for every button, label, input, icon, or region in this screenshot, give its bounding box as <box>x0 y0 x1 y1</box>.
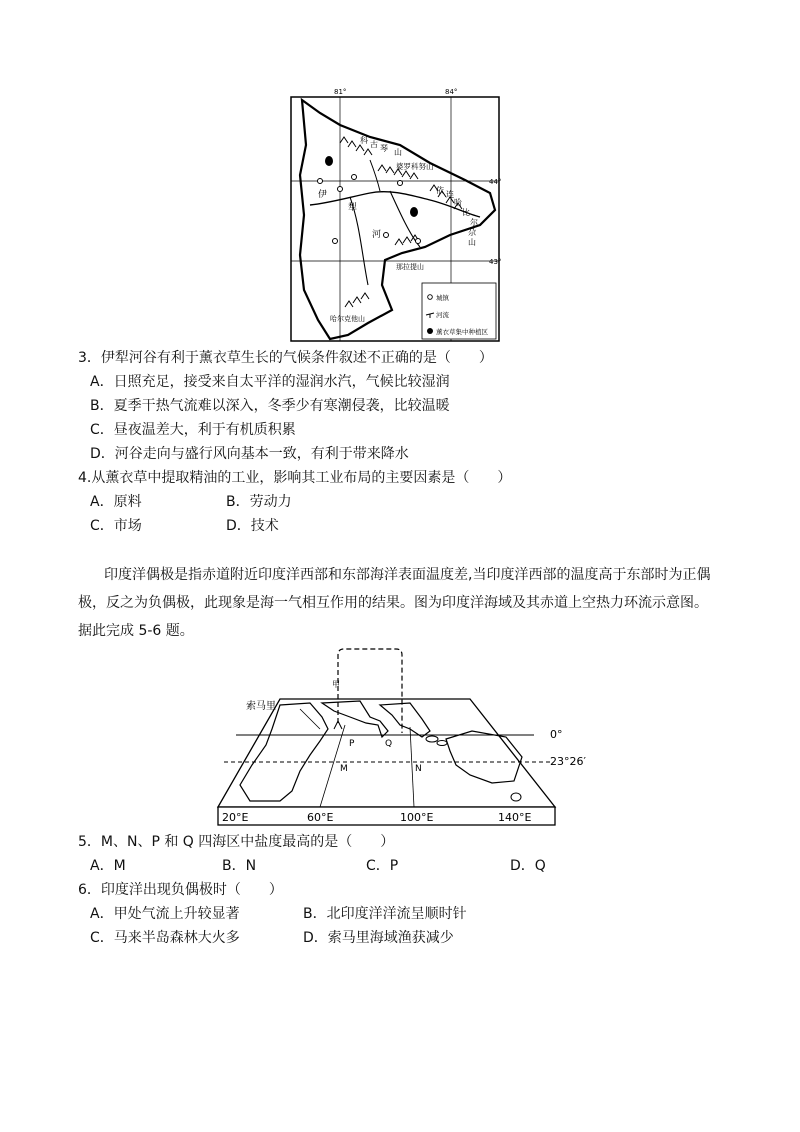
jia-label: 甲 <box>332 680 340 689</box>
q5-option-c: C．P <box>366 858 399 874</box>
somalia-label: 索马里 <box>246 701 276 712</box>
legend-town-icon <box>428 295 433 300</box>
legend-town-label: 城镇 <box>436 294 449 302</box>
island-2 <box>437 741 447 746</box>
indian-ocean-svg <box>210 645 590 830</box>
q3-option-d: D．河谷走向与盛行风向基本一致，有利于带来降水 <box>90 446 409 462</box>
q5-option-a: A．M <box>90 858 126 874</box>
q3-option-c: C．昼夜温差大，利于有机质积累 <box>90 422 296 438</box>
q4-option-b: B．劳动力 <box>226 494 292 510</box>
keguqin-char-1: 科 <box>360 136 368 145</box>
point-m: M <box>340 764 348 774</box>
poluokenu-label: 婆罗科努山 <box>396 162 434 171</box>
q4-option-a: A．原料 <box>90 494 142 510</box>
q5-stem: 5．M、N、P 和 Q 四海区中盐度最高的是（ ） <box>78 834 395 850</box>
lon-140e: 140°E <box>498 811 532 824</box>
keguqin-char-4: 山 <box>394 148 402 157</box>
q3-option-b: B．夏季干热气流难以深入，冬季少有寒潮侵袭，比较温暖 <box>90 398 450 414</box>
point-n: N <box>415 764 422 774</box>
q4-stem: 4.从薰衣草中提取精油的工业，影响其工业布局的主要因素是（ ） <box>78 470 512 486</box>
lon-20e: 20°E <box>222 811 249 824</box>
river-char-he: 河 <box>372 230 382 240</box>
q5-option-d: D．Q <box>510 858 546 874</box>
yilian-char-3: 哈 <box>454 198 462 207</box>
equator-label: 0° <box>550 728 563 741</box>
keguqin-char-3: 琴 <box>380 144 388 153</box>
lat-44: 44° <box>489 178 502 186</box>
passage-line-2: 极，反之为负偶极，此现象是海一气相互作用的结果。图为印度洋海域及其赤道上空热力环流示意图。 <box>78 595 708 611</box>
lon-81: 81° <box>334 88 347 96</box>
q5-option-b: B．N <box>222 858 257 874</box>
legend-lavender-icon <box>427 328 433 334</box>
yili-valley-map <box>290 85 500 343</box>
q6-option-c: C．马来半岛森林大火多 <box>90 930 240 946</box>
q3-option-a: A．日照充足，接受来自太平洋的湿润水汽，气候比较湿润 <box>90 374 450 390</box>
tropic-label: 23°26′ <box>550 755 586 768</box>
q6-option-b: B．北印度洋洋流呈顺时针 <box>303 906 467 922</box>
africa <box>240 703 328 801</box>
passage-line-1: 印度洋偶极是指赤道附近印度洋西部和东部海洋表面温度差,当印度洋西部的温度高于东部时为正偶 <box>104 567 711 583</box>
q6-option-d: D．索马里海域渔获减少 <box>303 930 454 946</box>
map-legend <box>422 283 496 339</box>
lon-60e: 60°E <box>307 811 334 824</box>
lon-84: 84° <box>445 88 458 96</box>
q4-option-c: C．市场 <box>90 518 142 534</box>
passage-line-3: 据此完成 5-6 题。 <box>78 623 194 639</box>
q3-stem: 3．伊犁河谷有利于薰衣草生长的气候条件叙述不正确的是（ ） <box>78 350 493 366</box>
yilian-char-2: 连 <box>446 190 454 199</box>
point-p: P <box>349 739 355 749</box>
arabia-india <box>322 701 388 737</box>
legend-river-label: 河流 <box>436 311 449 319</box>
tasmania <box>511 793 521 801</box>
q6-stem: 6．印度洋出现负偶极时（ ） <box>78 882 283 898</box>
q6-option-a: A．甲处气流上升较显著 <box>90 906 240 922</box>
circulation-loop <box>338 649 402 733</box>
indian-ocean-map <box>210 645 590 830</box>
australia <box>446 731 522 783</box>
yilian-char-5: 尔 <box>470 218 478 227</box>
meridian-100e <box>410 727 414 807</box>
haerketa-label: 哈尔克他山 <box>330 315 365 323</box>
yilian-char-6: 尕 <box>468 228 476 237</box>
river-char-yi: 伊 <box>318 190 328 200</box>
lat-43: 43° <box>489 258 502 266</box>
river-char-li: 犁 <box>348 203 358 213</box>
map-box <box>218 699 555 807</box>
nalati-label: 那拉提山 <box>396 263 424 271</box>
yili-map-svg <box>290 85 500 343</box>
yilian-char-7: 山 <box>468 238 476 247</box>
legend-lavender-label: 薰衣草集中种植区 <box>436 328 488 336</box>
keguqin-char-2: 古 <box>370 140 378 149</box>
q4-option-d: D．技术 <box>226 518 279 534</box>
lon-100e: 100°E <box>400 811 434 824</box>
island-1 <box>426 736 438 742</box>
point-q: Q <box>385 739 393 749</box>
yilian-char-4: 比 <box>462 208 470 217</box>
yilian-char-1: 依 <box>436 186 444 195</box>
